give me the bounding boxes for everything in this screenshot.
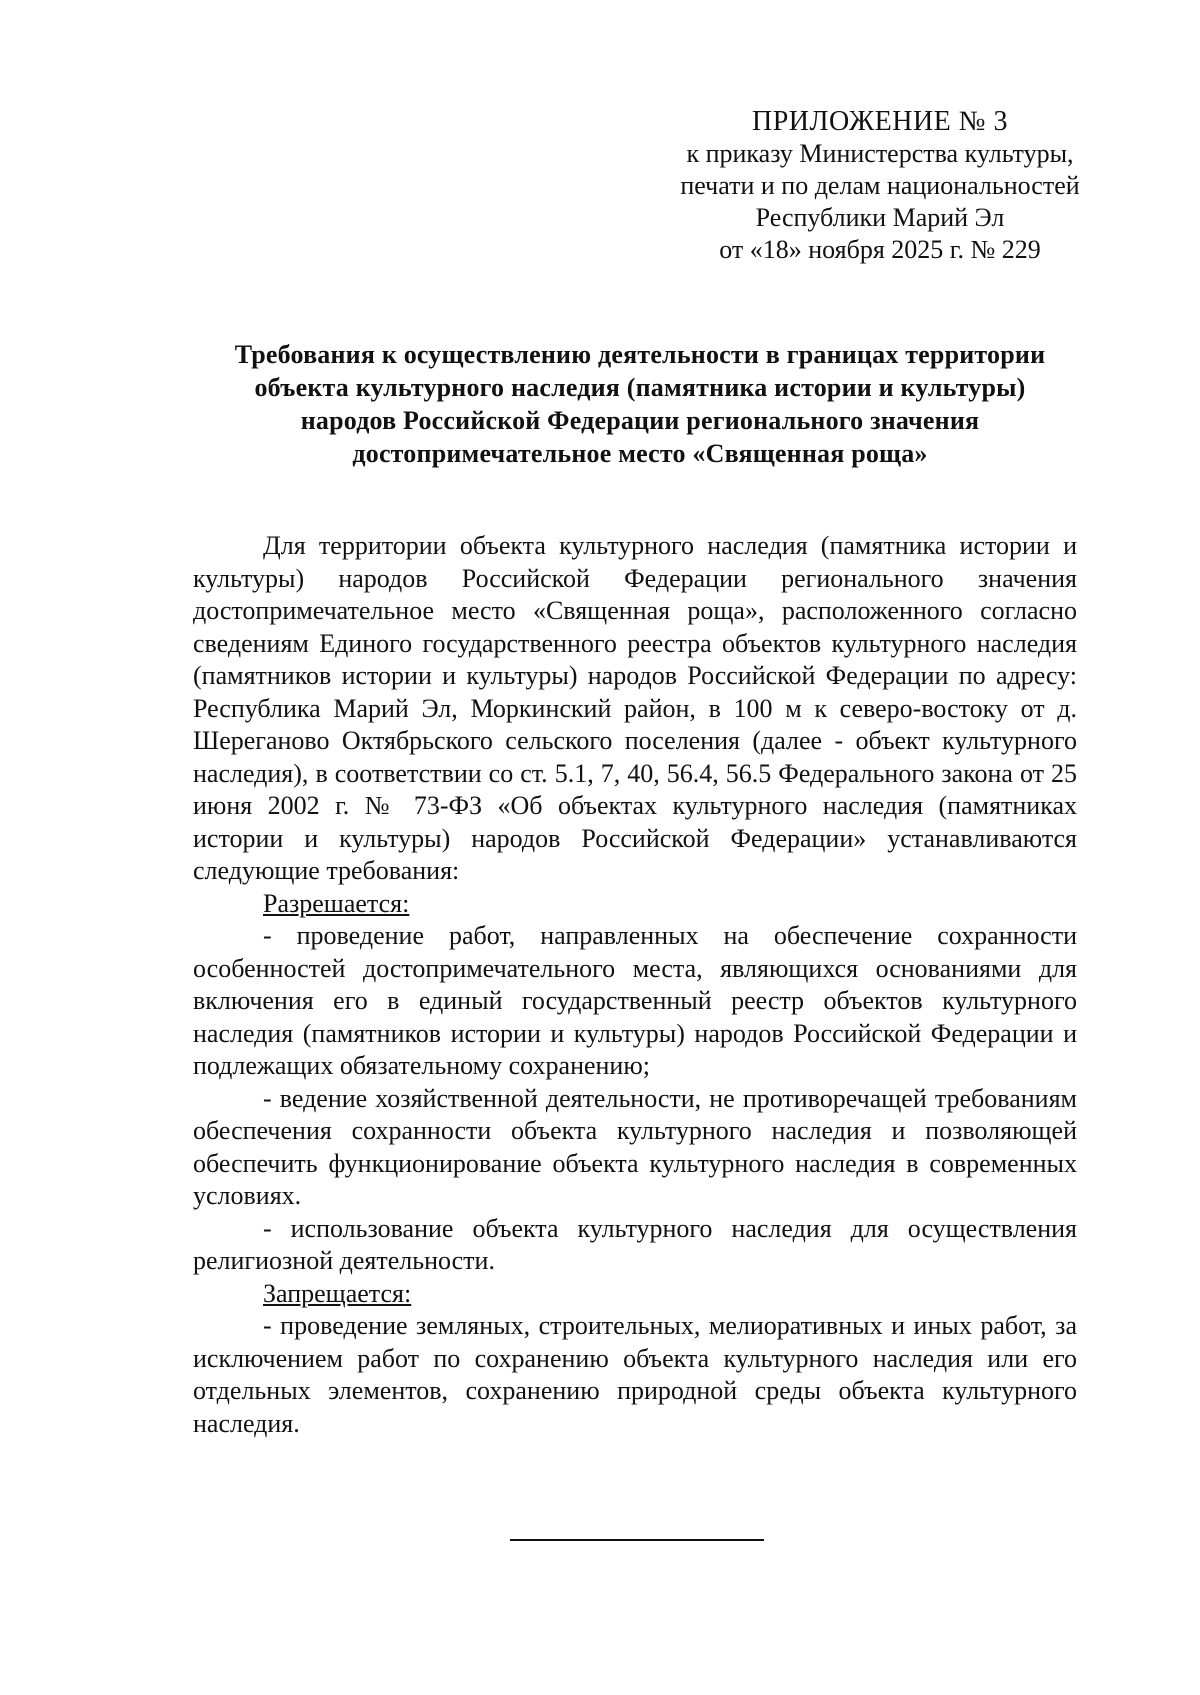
allowed-item: - ведение хозяйственной деятельности, не противоречащей требованиям обеспечения сохранности объекта культурного наследия и позволяющей обеспечить функционирование объекта культурного наследия в современных условиях. [193, 1083, 1077, 1210]
appendix-line: к приказу Министерства культуры, [686, 139, 1074, 168]
appendix-heading: ПРИЛОЖЕНИЕ № 3 [752, 106, 1008, 137]
document-body [193, 530, 1077, 1440]
title-line: народов Российской Федерации регионального значения [300, 406, 980, 435]
title-line: объекта культурного наследия (памятника истории и культуры) [254, 373, 1026, 402]
allowed-item: - проведение работ, направленных на обеспечение сохранности особенностей достопримечательного места, являющихся основаниями для включения его в единый государственный реестр объектов культурного наследия (памятников истории и культуры) народов Российской Федерации и подлежащих обязательному сохранению; [193, 921, 1077, 1080]
intro-paragraph: Для территории объекта культурного наследия (памятника истории и культуры) народов Российской Федерации регионального значения достопримечательное место «Священная роща», расположенного согласно сведениям Единого государственного реестра объектов культурного наследия (памятников истории и культуры) народов Российской Федерации по адресу: Республика Марий Эл, Моркинский район, в 100 м к северо-востоку от д. Шереганово Октябрьского сельского поселения (далее - объект культурного наследия), в соответствии со ст. 5.1, 7, 40, 56.4, 56.5 Федерального закона от 25 июня 2002 г. № 73-ФЗ «Об объектах культурного наследия (памятниках истории и культуры) народов Российской Федерации» устанавливаются следующие требования: [193, 531, 1077, 885]
appendix-block [620, 106, 1140, 266]
allowed-item: - использование объекта культурного наследия для осуществления религиозной деятельности. [193, 1213, 1077, 1275]
appendix-line: печати и по делам национальностей [680, 171, 1080, 200]
allowed-heading: Разрешается: [263, 888, 410, 918]
appendix-line: Республики Марий Эл [755, 203, 1005, 232]
title-line: Требования к осуществлению деятельности в границах территории [234, 340, 1046, 369]
title-line: достопримечательное место «Священная роща» [352, 439, 928, 468]
forbidden-item: - проведение земляных, строительных, мелиоративных и иных работ, за исключением работ по сохранению объекта культурного наследия или его отдельных элементов, сохранению природной среды объекта культурного наследия. [193, 1311, 1077, 1438]
document-title [160, 338, 1120, 470]
end-separator-line [510, 1539, 764, 1541]
forbidden-heading: Запрещается: [263, 1278, 412, 1308]
appendix-line: от «18» ноября 2025 г. № 229 [719, 235, 1041, 264]
